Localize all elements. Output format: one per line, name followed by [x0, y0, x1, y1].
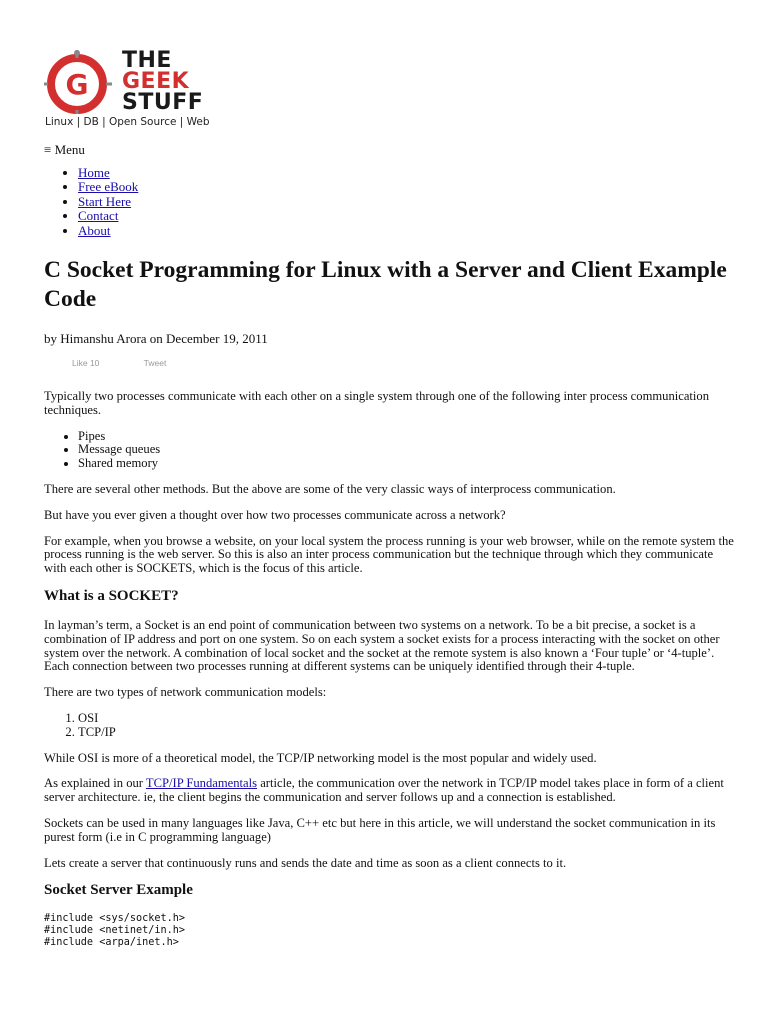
paragraph-tcpip: [44, 777, 734, 805]
article-body: [44, 390, 734, 949]
paragraph: For example, when you browse a website, on your local system the process running is your web browser, while on the remote system the process running is the web server. So this is also an inter process communication but the technique through which they communicate with each other is SOCKETS, which is the focus of this article.: [44, 533, 734, 576]
site-logo[interactable]: [44, 50, 244, 132]
code-line: #include <arpa/inet.h>: [44, 937, 179, 949]
nav-link-home[interactable]: Home: [78, 165, 110, 180]
list-item: 1. OSI: [78, 712, 734, 726]
paragraph-text: article, the communication over the network in TCP/IP model takes place in form of a client server architecture. ie, the client begins the communication and server follows up and a connection is established.: [44, 776, 724, 805]
paragraph: Sockets can be used in many languages like Java, C++ etc but here in this article, we will understand the socket communication in its purest form (i.e in C programming language): [44, 815, 716, 844]
heading-socket-server-example: Socket Server Example: [44, 882, 193, 899]
menu-toggle-button[interactable]: ≡ Menu: [44, 142, 85, 157]
nav-link-start-here[interactable]: Start Here: [78, 193, 132, 209]
nav-item-home: [78, 166, 138, 180]
nav-link-contact[interactable]: Contact: [78, 208, 119, 224]
code-block: [44, 913, 734, 949]
nav-item-about: [78, 224, 138, 238]
paragraph-intro: Typically two processes communicate with each other on a single system through one of the following inter process communication techniques.: [44, 389, 710, 417]
logo-line-stuff: STUFF: [122, 90, 204, 115]
logo-line-geek: GEEK: [122, 69, 190, 94]
nav-link-about[interactable]: About: [78, 222, 111, 238]
list-item: • Pipes: [78, 430, 734, 444]
tweet-button[interactable]: Tweet: [143, 358, 167, 368]
nav-link-free-ebook[interactable]: Free eBook: [78, 179, 139, 195]
nav-item-contact: [78, 209, 138, 223]
nav-item-start-here: [78, 195, 138, 209]
list-item: 2. TCP/IP: [78, 726, 734, 740]
paragraph: In layman’s term, a Socket is an end point of communication between two systems on a network. To be a bit precise, a socket is a combination of IP address and port on one system. So on each system a socket exists for a process interacting with the socket on other system over the network. A combination of local socket and the socket at the remote system is also known a ‘Four tuple’ or ‘4-tuple’. Each connection between two processes running at different systems can be uniquely identified through their 4-tuple.: [44, 617, 720, 674]
code-line: #include <sys/socket.h>: [44, 913, 186, 925]
paragraph: But have you ever given a thought over how two processes communicate across a network?: [44, 507, 506, 522]
social-buttons: [72, 358, 208, 368]
heading-what-is-socket: What is a SOCKET?: [44, 587, 179, 604]
nav-item-free-ebook: [78, 180, 138, 194]
paragraph: There are several other methods. But the above are some of the very classic ways of interprocess communication.: [44, 481, 616, 496]
main-nav: [60, 166, 138, 238]
list-item: • Message queues: [78, 443, 734, 457]
models-list: [44, 712, 734, 740]
tcpip-fundamentals-link[interactable]: TCP/IP Fundamentals: [145, 776, 258, 791]
paragraph-text: As explained in our: [44, 776, 146, 791]
svg-text:G: G: [65, 68, 89, 101]
paragraph: Lets create a server that continuously runs and sends the date and time as soon as a client connects to it.: [44, 855, 567, 870]
paragraph: There are two types of network communication models:: [44, 685, 327, 700]
logo-line-the: THE: [122, 48, 172, 73]
site-tagline: Linux | DB | Open Source | Web: [45, 116, 210, 128]
geek-logo-icon: [44, 50, 114, 114]
paragraph: While OSI is more of a theoretical model, the TCP/IP networking model is the most popular and widely used.: [44, 750, 597, 765]
logo-wordmark: [122, 50, 203, 113]
article-byline: by Himanshu Arora on December 19, 2011: [44, 331, 268, 346]
ipc-list: [44, 430, 734, 471]
like-button[interactable]: Like 10: [72, 358, 100, 368]
code-line: #include <netinet/in.h>: [44, 925, 186, 937]
article-title: C Socket Programming for Linux with a Server and Client Example Code: [44, 257, 727, 312]
list-item: • Shared memory: [78, 457, 734, 471]
